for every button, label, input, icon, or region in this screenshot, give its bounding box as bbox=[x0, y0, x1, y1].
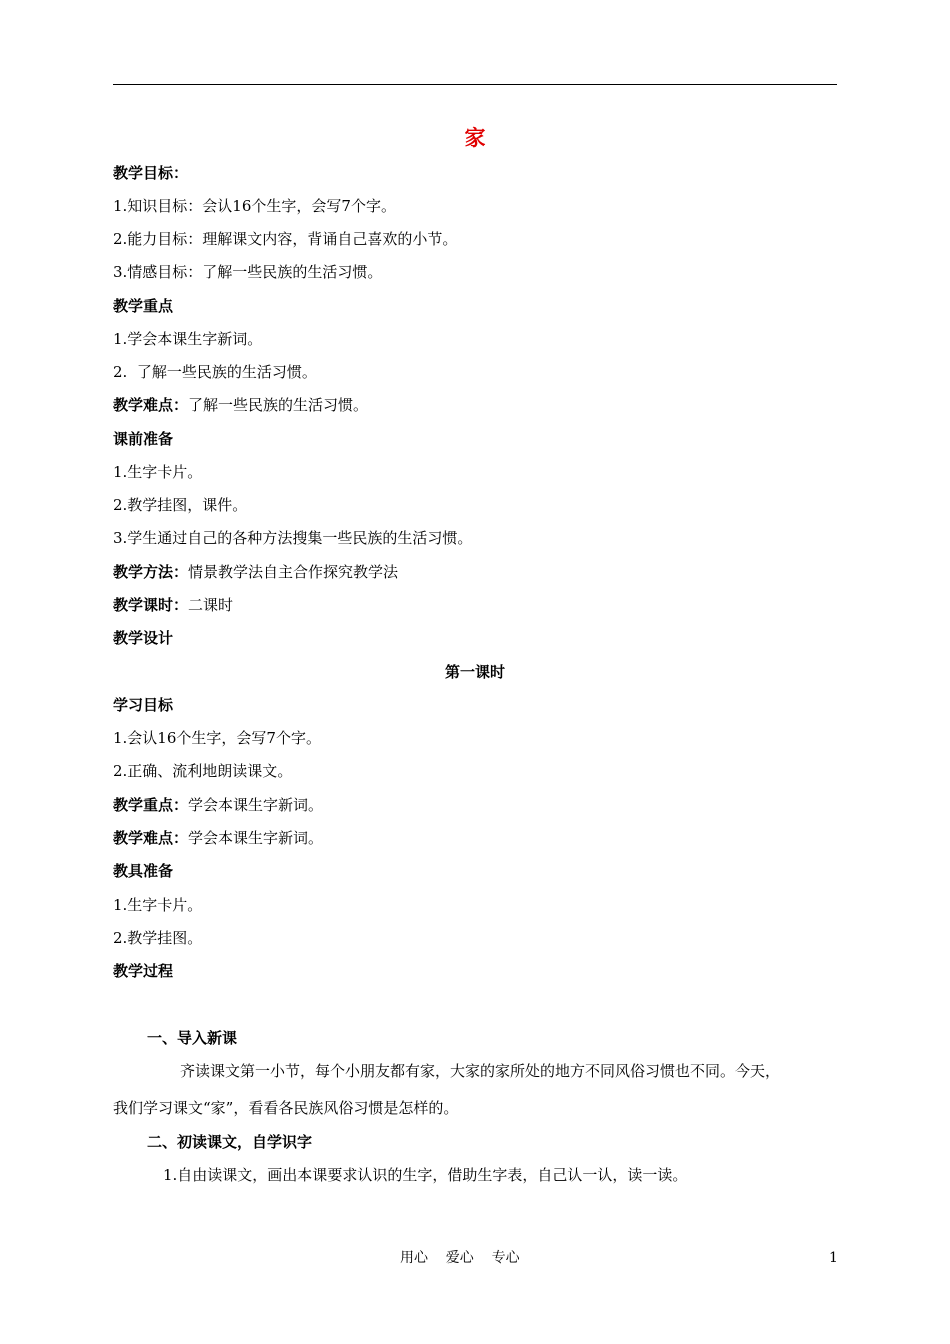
method-line bbox=[113, 561, 398, 583]
footer-motto: 用心 爱心 专心 bbox=[400, 1250, 520, 1266]
difficulty-label: 教学难点： bbox=[113, 396, 189, 414]
tool-item: 2.教学挂图。 bbox=[113, 929, 203, 947]
prep-item: 3.学生通过自己的各种方法搜集一些民族的生活习惯。 bbox=[113, 529, 473, 547]
process-heading: 教学过程 bbox=[113, 962, 174, 980]
goal-item: 2.正确、流利地朗读课文。 bbox=[113, 762, 293, 780]
difficulty-text: 了解一些民族的生活习惯。 bbox=[188, 396, 369, 414]
goals-heading: 学习目标 bbox=[113, 696, 174, 714]
lesson1-diff-text: 学会本课生字新词。 bbox=[188, 829, 324, 847]
method-text: 情景教学法自主合作探究教学法 bbox=[188, 563, 399, 581]
keypoint-item: 2. 了解一些民族的生活习惯。 bbox=[113, 363, 317, 381]
method-label: 教学方法： bbox=[113, 563, 189, 581]
prep-item: 2.教学挂图，课件。 bbox=[113, 496, 248, 514]
lesson1-key-text: 学会本课生字新词。 bbox=[188, 796, 324, 814]
hours-label: 教学课时： bbox=[113, 596, 189, 614]
lesson1-diff-line bbox=[113, 827, 323, 849]
lesson1-key-line bbox=[113, 794, 323, 816]
objective-item: 2.能力目标：理解课文内容，背诵自己喜欢的小节。 bbox=[113, 230, 458, 248]
difficulty-line bbox=[113, 394, 368, 416]
prep-heading: 课前准备 bbox=[113, 430, 174, 448]
step1-paragraph-line1: 齐读课文第一小节，每个小朋友都有家，大家的家所处的地方不同风俗习惯也不同。今天， bbox=[180, 1062, 781, 1080]
keypoint-item: 1.学会本课生字新词。 bbox=[113, 330, 263, 348]
document-title: 家 bbox=[464, 126, 486, 150]
objective-item: 3.情感目标：了解一些民族的生活习惯。 bbox=[113, 263, 383, 281]
header-rule bbox=[113, 84, 837, 85]
hours-text: 二课时 bbox=[188, 596, 234, 614]
design-heading: 教学设计 bbox=[113, 629, 174, 647]
step2-heading: 二、初读课文，自学识字 bbox=[147, 1133, 313, 1151]
prep-item: 1.生字卡片。 bbox=[113, 463, 203, 481]
step1-heading: 一、导入新课 bbox=[147, 1029, 238, 1047]
step1-paragraph-line2: 我们学习课文“家”，看看各民族风俗习惯是怎样的。 bbox=[113, 1099, 459, 1117]
goal-item: 1.会认16个生字，会写7个字。 bbox=[113, 729, 321, 747]
tool-item: 1.生字卡片。 bbox=[113, 896, 203, 914]
tools-heading: 教具准备 bbox=[113, 862, 174, 880]
keypoints-heading: 教学重点 bbox=[113, 297, 174, 315]
hours-line bbox=[113, 594, 233, 616]
page-number: 1 bbox=[829, 1250, 838, 1266]
objectives-heading: 教学目标： bbox=[113, 164, 189, 182]
lesson1-diff-label: 教学难点： bbox=[113, 829, 189, 847]
lesson1-key-label: 教学重点： bbox=[113, 796, 189, 814]
objective-item: 1.知识目标：会认16个生字，会写7个字。 bbox=[113, 197, 396, 215]
step2-item: 1.自由读课文，画出本课要求认识的生字，借助生字表，自己认一认，读一读。 bbox=[163, 1166, 688, 1184]
lesson1-heading: 第一课时 bbox=[444, 663, 505, 681]
